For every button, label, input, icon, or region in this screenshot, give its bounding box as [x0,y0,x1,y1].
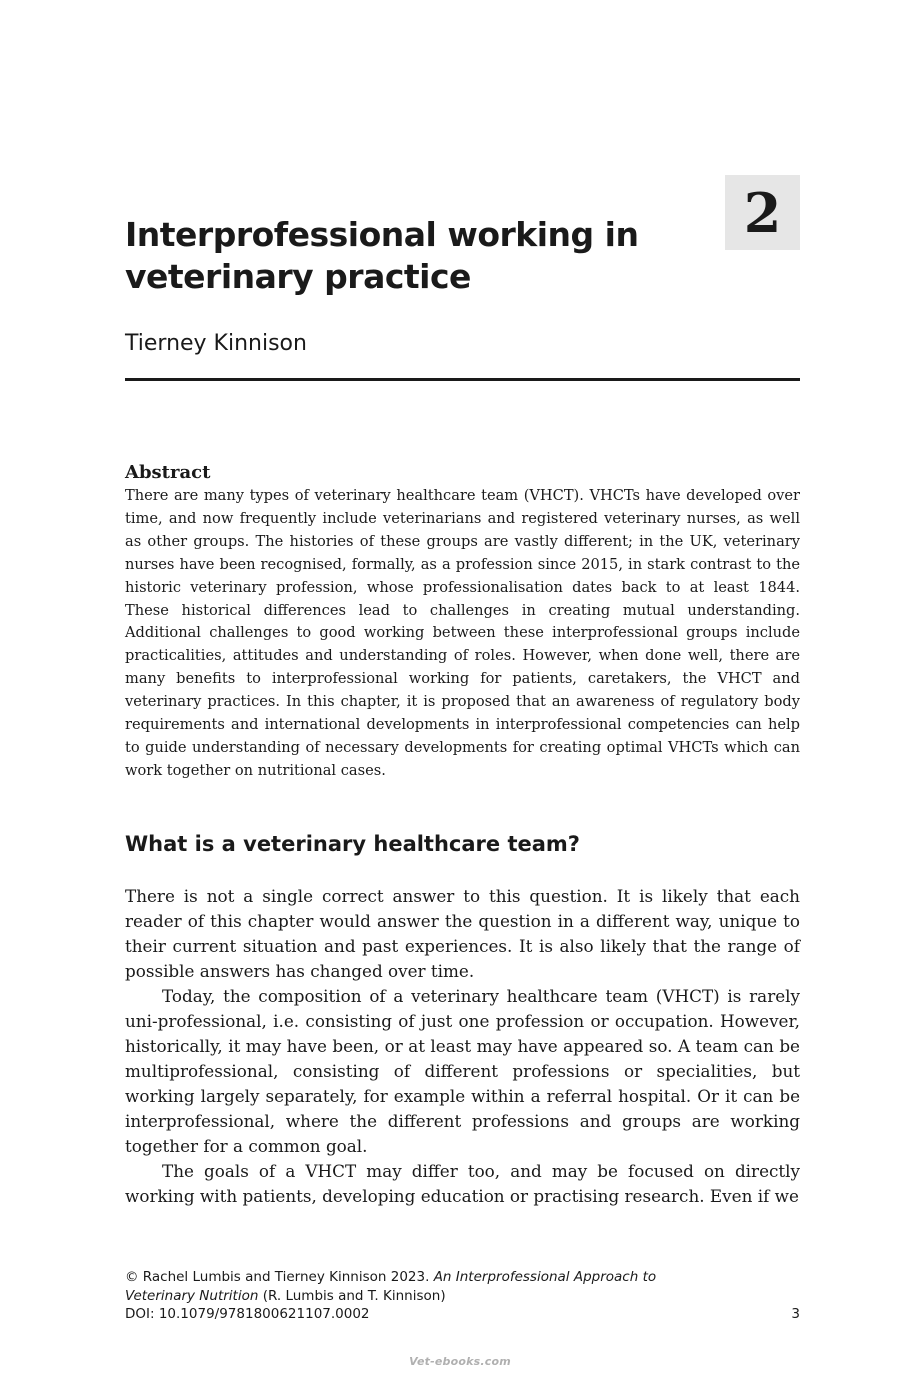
footer-copyright: © Rachel Lumbis and Tierney Kinnison 2023. [125,1269,434,1285]
footer-doi: DOI: 10.1079/9781800621107.0002 [125,1306,370,1322]
chapter-title: Interprofessional working in veterinary practice [125,215,639,296]
section-body [125,884,800,1209]
abstract-heading: Abstract [125,462,211,483]
chapter-author: Tierney Kinnison [125,331,307,356]
title-divider [125,378,800,381]
watermark: Vet-ebooks.com [409,1355,511,1368]
body-paragraph-2: Today, the composition of a veterinary healthcare team (VHCT) is rarely uni-professional, i.e. consisting of just one profession or occupation. However, historically, it may have been, or at least may have appeared so. A team can be multiprofessional, consisting of different professions or specialities, but working largely separately, for example within a referral hospital. Or it can be interprofessional, where the different professions and groups are working together for a common goal. [125,986,800,1156]
chapter-number: 2 [743,180,782,245]
footer-book-title-2: Veterinary Nutrition [125,1287,259,1304]
abstract-text: There are many types of veterinary healthcare team (VHCT). VHCTs have developed over time, and now frequently include veterinarians and registered veterinary nurses, as well as other groups. The histories of these groups are vastly different; in the UK, veterinary nurses have been recognised, formally, as a profession since 2015, in stark contrast to the historic veterinary profession, whose professionalisation dates back to at least 1844. These historical differences lead to challenges in creating mutual understanding. Additional challenges to good working between these interprofessional groups include practicalities, attitudes and understanding of roles. However, when done well, there are many benefits to interprofessional working for patients, caretakers, the VHCT and veterinary practices. In this chapter, it is proposed that an awareness of regulatory body requirements and international developments in interprofessional competencies can help to guide understanding of necessary developments for creating optimal VHCTs which can work together on nutritional cases. [125,487,800,779]
footer-citation-line-2 [125,1287,800,1306]
footer-editors: (R. Lumbis and T. Kinnison) [258,1287,446,1304]
page-number: 3 [791,1306,800,1322]
footer-citation-line-1 [125,1268,800,1287]
chapter-number-box [725,175,800,250]
body-paragraph-1: There is not a single correct answer to this question. It is likely that each reader of this chapter would answer the question in a different way, unique to their current situation and past experiences. It is also likely that the range of possible answers has changed over time. [125,886,800,981]
footer-book-title-1: An Interprofessional Approach to [433,1269,657,1285]
section-heading: What is a veterinary healthcare team? [125,832,580,856]
body-paragraph-3: The goals of a VHCT may differ too, and may be focused on directly working with patients, developing education or practising research. Even if we [125,1161,800,1206]
page-footer [125,1268,800,1324]
